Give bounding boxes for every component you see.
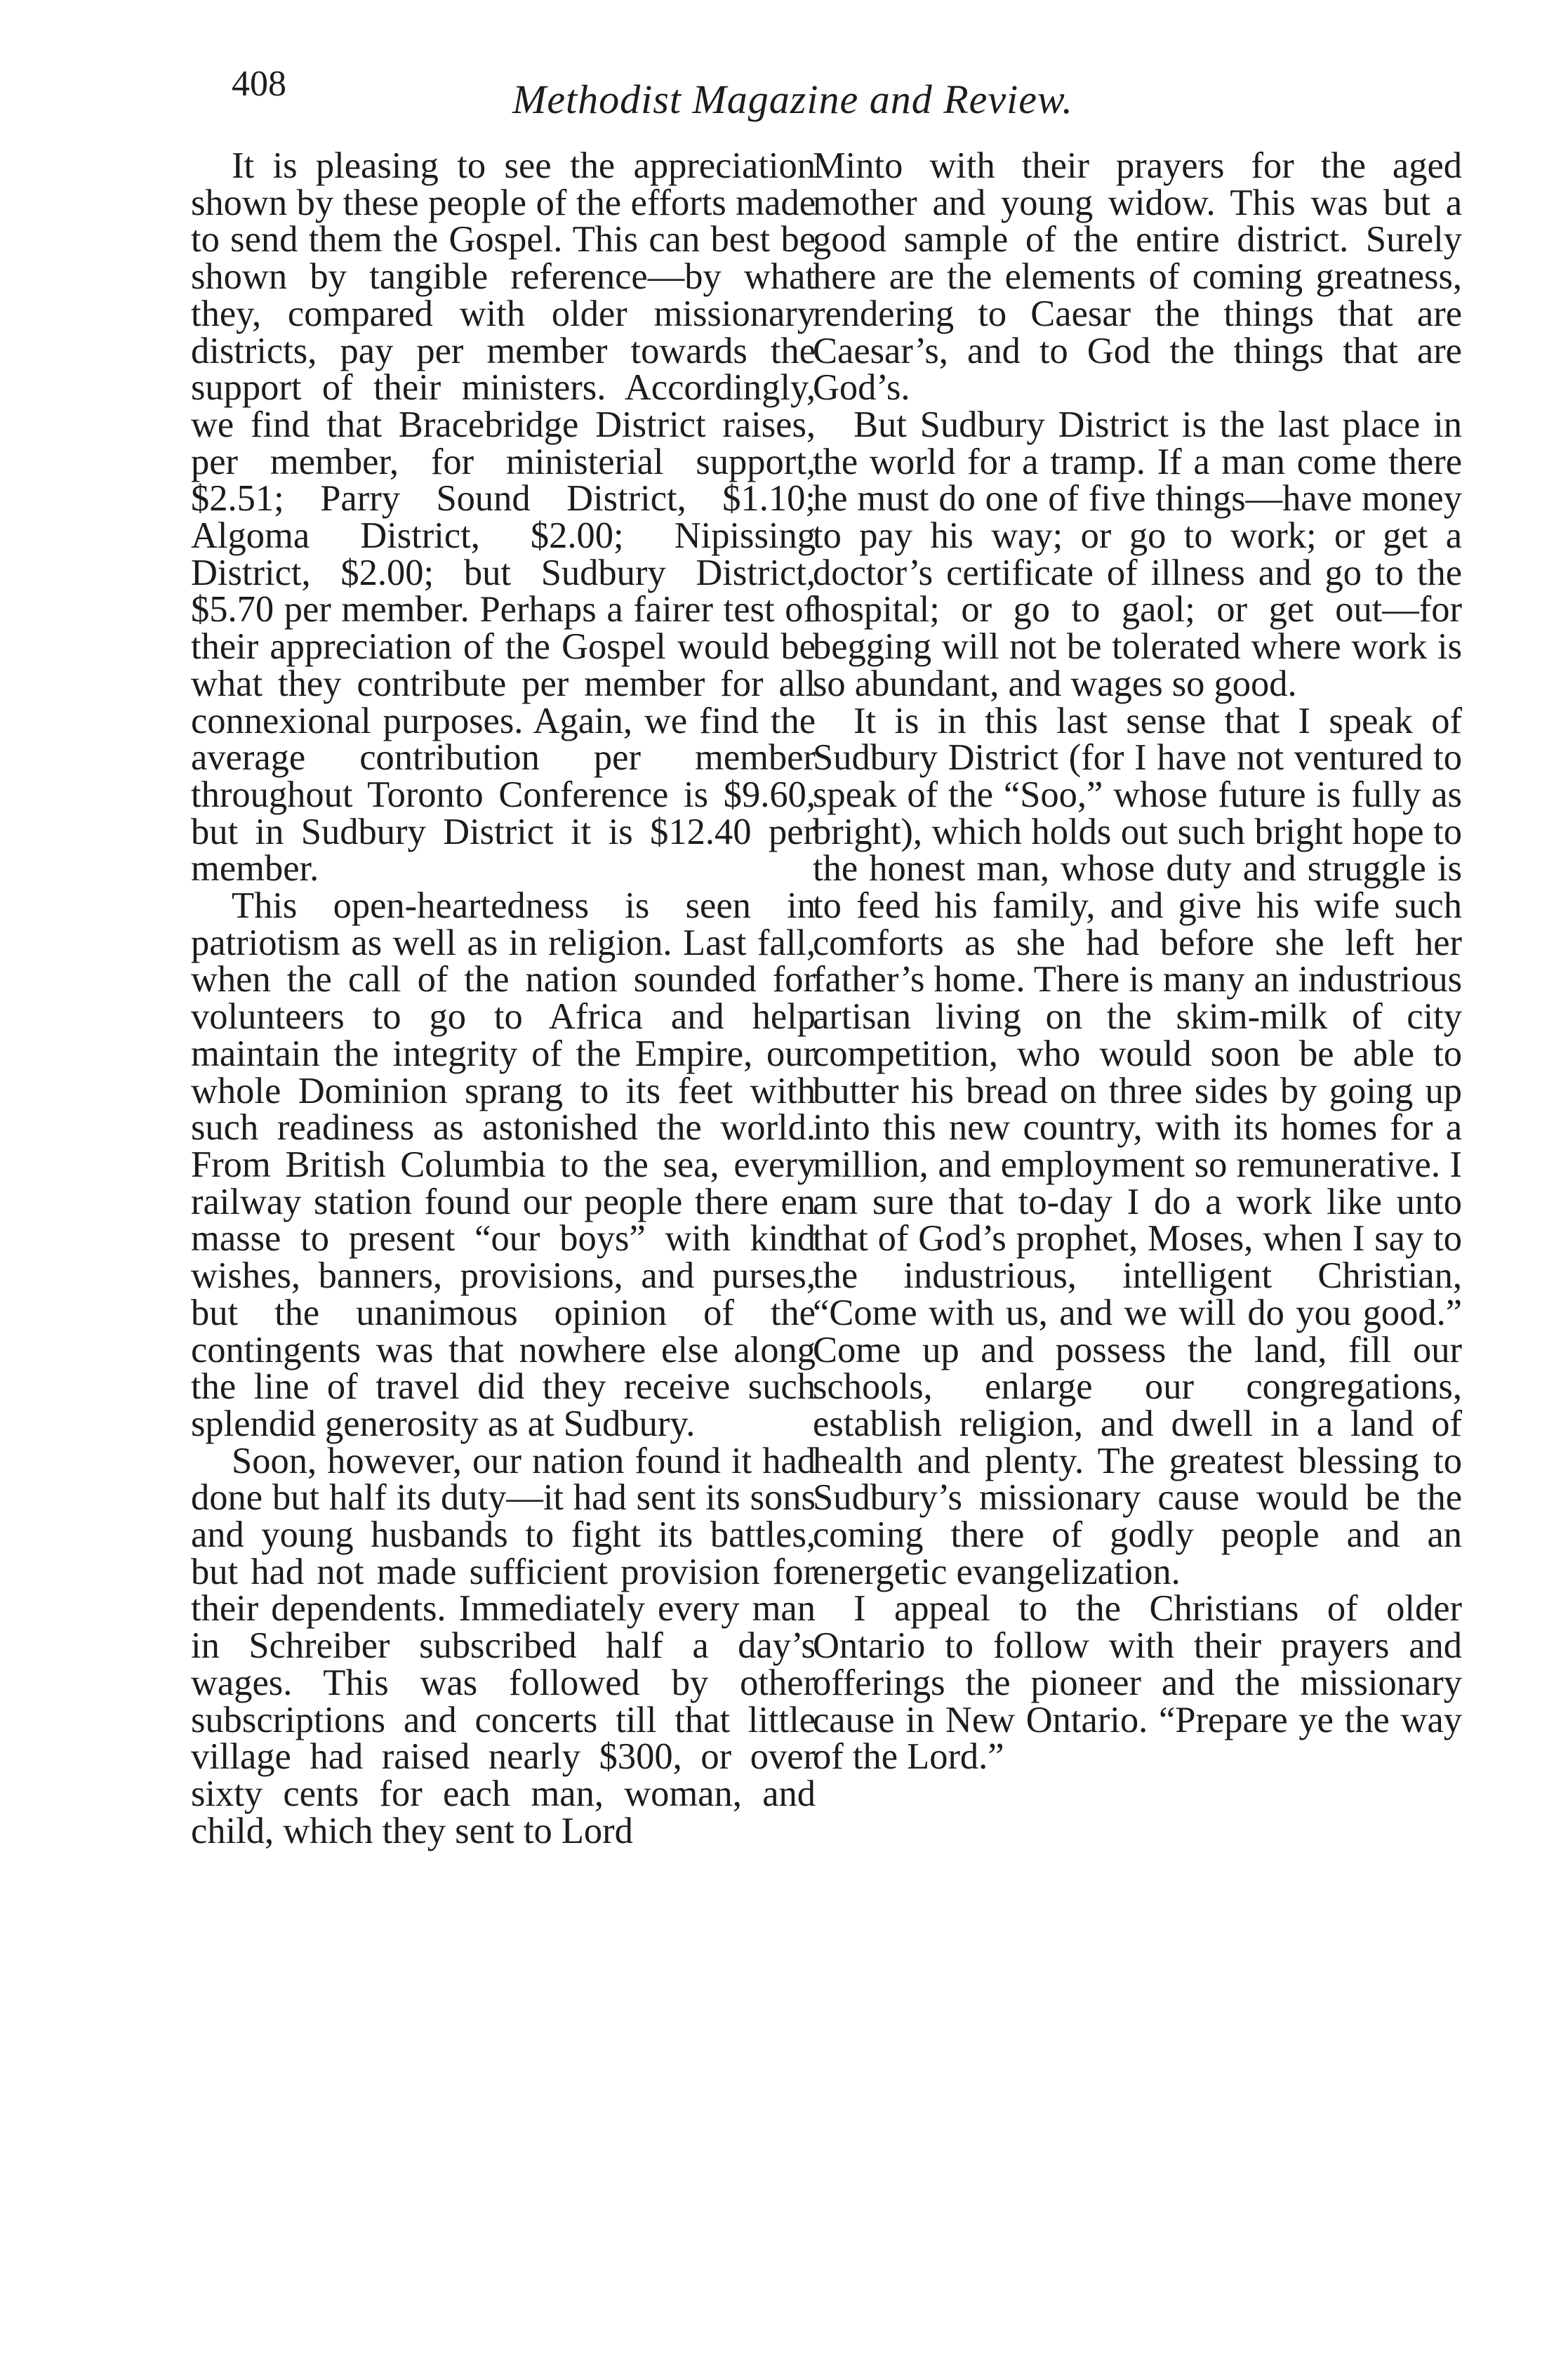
paragraph: This open-heartedness is seen in patriotism as well as in religion. Last fall, when the call of the nation sounded for volunteers to go to Africa and help maintain the integrity of the Empire, our whole Dominion sprang to its feet with such readiness as astonished the world. From British Columbia to the sea, every railway station found our people there en masse to present “our boys” with kind wishes, banners, provisions, and purses, but the unanimous opinion of the contingents was that nowhere else along the line of travel did they receive such splendid generosity as at Sudbury. <box>191 885 816 1444</box>
paragraph: Soon, however, our nation found it had done but half its duty—it had sent its sons and young husbands to fight its battles, but had not made sufficient provision for their dependents. Immediately every man in Schreiber subscribed half a day’s wages. This was followed by other subscriptions and concerts till that little village had raised nearly $300, or over sixty cents for each man, woman, and child, which they sent to Lord <box>191 1440 816 1851</box>
page-number: 408 <box>232 64 286 104</box>
paragraph: It is pleasing to see the appreciation shown by these people of the efforts made to send them the Gospel. This can best be shown by tangible reference—by what they, compared with older missionary districts, pay per member towards the support of their ministers. Accordingly, we find that Bracebridge District raises, per member, for ministerial support, $2.51; Parry Sound District, $1.10; Algoma District, $2.00; Nipissing District, $2.00; but Sudbury District, $5.70 per member. Perhaps a fairer test of their appreciation of the Gospel would be what they contribute per member for all connexional purposes. Again, we find the average contribution per member throughout Toronto Conference is $9.60, but in Sudbury District it is $12.40 per member. <box>191 145 816 890</box>
right-column <box>813 147 1462 1776</box>
running-title: Methodist Magazine and Review. <box>512 77 1073 122</box>
left-column <box>191 147 816 1849</box>
paragraph: I appeal to the Christians of older Ontario to follow with their prayers and offerings the pioneer and the missionary cause in New Ontario. “Prepare ye the way of the Lord.” <box>813 1588 1462 1778</box>
paragraph: Minto with their prayers for the aged mother and young widow. This was but a good sample of the entire district. Surely here are the elements of coming greatness, rendering to Caesar the things that are Caesar’s, and to God the things that are God’s. <box>813 145 1462 409</box>
paragraph: But Sudbury District is the last place in the world for a tramp. If a man come there he must do one of five things—have money to pay his way; or go to work; or get a doctor’s certificate of illness and go to the hospital; or go to gaol; or get out—for begging will not be tolerated where work is so abundant, and wages so good. <box>813 404 1462 704</box>
paragraph: It is in this last sense that I speak of Sudbury District (for I have not ventured to speak of the “Soo,” whose future is fully as bright), which holds out such bright hope to the honest man, whose duty and struggle is to feed his family, and give his wife such comforts as she had before she left her father’s home. There is many an industrious artisan living on the skim-milk of city competition, who would soon be able to butter his bread on three sides by going up into this new country, with its homes for a million, and employment so remunerative. I am sure that to-day I do a work like unto that of God’s prophet, Moses, when I say to the industrious, intelligent Christian, “Come with us, and we will do you good.” Come up and possess the land, fill our schools, enlarge our congregations, establish religion, and dwell in a land of health and plenty. The greatest blessing to Sudbury’s missionary cause would be the coming there of godly people and an energetic evangelization. <box>813 700 1462 1592</box>
